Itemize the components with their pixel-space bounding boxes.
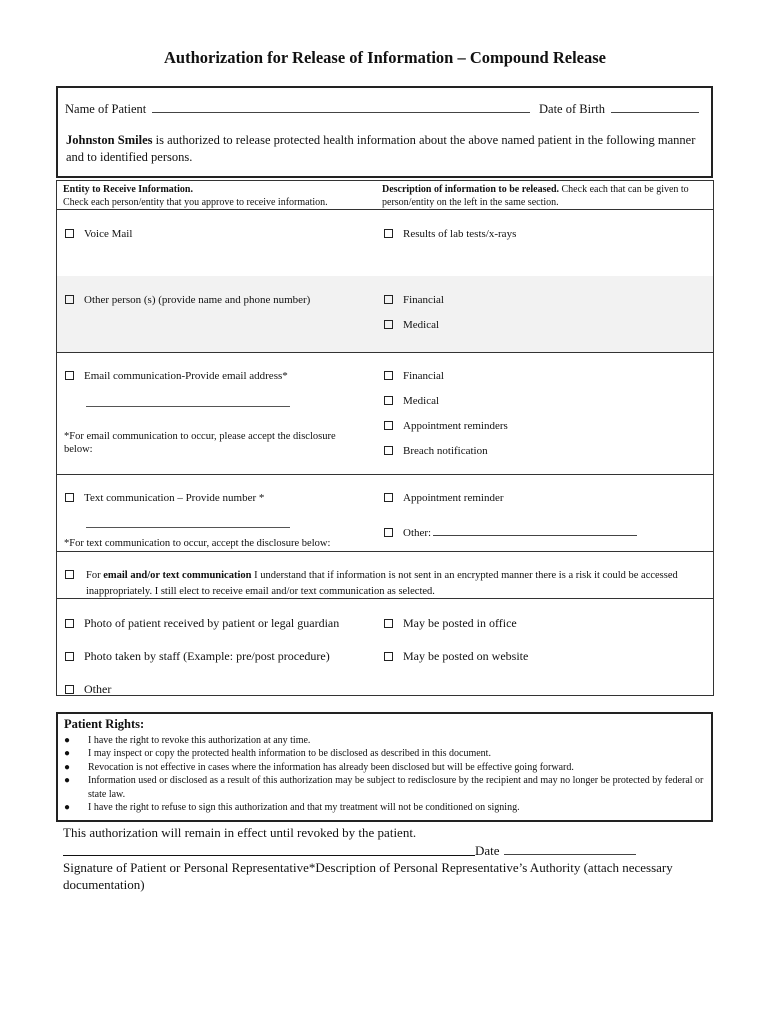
posted-web-option[interactable]	[384, 649, 528, 664]
text-other-option[interactable]	[384, 525, 637, 539]
patient-rights-list	[64, 734, 704, 814]
signature-line[interactable]	[63, 855, 475, 856]
right-text: I have the right to revoke this authorization at any time.	[88, 735, 311, 746]
date-row	[475, 842, 636, 859]
photo-section	[57, 598, 713, 695]
right-header	[382, 183, 702, 209]
bullet-icon: ●	[64, 748, 71, 760]
patient-rights-heading: Patient Rights:	[64, 717, 145, 731]
right-text: Revocation is not effective in cases where the information has already been disclosed but will be effective going forward.	[88, 761, 574, 773]
date-label: Date	[475, 843, 500, 858]
email-address-field[interactable]	[86, 406, 290, 407]
list-item	[64, 761, 704, 774]
checkbox-icon[interactable]	[65, 570, 74, 579]
list-item	[64, 747, 704, 760]
left-header-title: Entity to Receive Information.	[63, 184, 193, 195]
right-header-text: Check each that can be given to person/entity on the left in the same section.	[382, 184, 689, 208]
appt-reminders-label: Appointment reminders	[403, 420, 508, 432]
appt-reminder-label: Appointment reminder	[403, 492, 504, 504]
checkbox-icon[interactable]	[384, 396, 393, 405]
authorization-text: is authorized to release protected health information about the above named patient in the following manner and to identified persons.	[66, 133, 696, 164]
breach-option[interactable]	[384, 445, 488, 457]
disclosure-section	[57, 551, 713, 599]
checkbox-icon[interactable]	[384, 493, 393, 502]
financial-label: Financial	[403, 294, 444, 306]
patient-info-box	[56, 86, 713, 178]
disclosure-checkbox[interactable]	[65, 569, 84, 581]
checkbox-icon[interactable]	[384, 528, 393, 537]
email-section	[57, 352, 713, 475]
financial-label: Financial	[403, 370, 444, 382]
checkbox-icon[interactable]	[384, 446, 393, 455]
medical-label: Medical	[403, 395, 440, 407]
checkbox-icon[interactable]	[384, 371, 393, 380]
signature-caption: Signature of Patient or Personal Representative*Description of Personal Representative’s Authority (attach necessary documentation)	[63, 860, 673, 892]
bullet-icon: ●	[64, 802, 71, 814]
checkbox-icon[interactable]	[384, 295, 393, 304]
email-medical-option[interactable]	[384, 395, 439, 407]
checkbox-icon[interactable]	[384, 229, 393, 238]
other-label: Other:	[403, 527, 432, 539]
medical-label: Medical	[403, 319, 440, 331]
left-header-text: Check each person/entity that you approve to receive information.	[63, 197, 328, 208]
text-section	[57, 474, 713, 552]
checkbox-icon[interactable]	[65, 371, 74, 380]
right-header-title: Description of information to be released.	[382, 184, 560, 195]
disclosure-body: I understand that if information is not sent in an encrypted manner there is a risk it could be accessed inappropriately. I still elect to receive email and/or text communication as selected.	[86, 570, 678, 597]
photo-other-label: Other	[84, 682, 112, 696]
table-header	[57, 181, 713, 210]
checkbox-icon[interactable]	[65, 229, 74, 238]
other-person-section	[57, 276, 713, 353]
text-number-field[interactable]	[86, 527, 290, 528]
checkbox-icon[interactable]	[65, 685, 74, 694]
release-table	[56, 180, 714, 696]
disclosure-bold: email and/or text communication	[103, 570, 252, 581]
email-appt-option[interactable]	[384, 420, 508, 432]
dob-field[interactable]	[611, 102, 699, 113]
list-item	[64, 774, 704, 801]
disclosure-text	[86, 568, 706, 600]
checkbox-icon[interactable]	[384, 619, 393, 628]
voice-mail-option[interactable]	[65, 228, 132, 240]
checkbox-icon[interactable]	[65, 493, 74, 502]
form-title: Authorization for Release of Information – Compound Release	[164, 48, 606, 67]
other-field[interactable]	[433, 525, 637, 536]
checkbox-icon[interactable]	[65, 619, 74, 628]
patient-name-field[interactable]	[152, 102, 530, 113]
right-text: I may inspect or copy the protected health information to be disclosed as described in this document.	[88, 748, 491, 760]
photo-staff-label: Photo taken by staff (Example: pre/post procedure)	[84, 649, 330, 663]
disclosure-pre: For	[86, 570, 104, 581]
email-financial-option[interactable]	[384, 370, 444, 382]
medical-option[interactable]	[384, 319, 439, 331]
financial-option[interactable]	[384, 294, 444, 306]
dob-row	[539, 102, 699, 117]
lab-tests-label: Results of lab tests/x-rays	[403, 228, 517, 240]
posted-office-option[interactable]	[384, 616, 517, 631]
other-person-label: Other person (s) (provide name and phone number)	[84, 294, 311, 306]
photo-patient-label: Photo of patient received by patient or legal guardian	[84, 616, 340, 630]
text-note: *For text communication to occur, accept the disclosure below:	[64, 538, 331, 549]
left-header	[63, 183, 328, 209]
email-note: *For email communication to occur, please accept the disclosure below:	[64, 431, 336, 455]
right-text: Information used or disclosed as a result of this authorization may be subject to redisclosure by the recipient and may no longer be protected by federal or state law.	[88, 775, 704, 800]
text-label: Text communication – Provide number *	[84, 492, 265, 504]
bullet-icon: ●	[64, 761, 71, 773]
patient-name-row	[65, 102, 530, 117]
bullet-icon: ●	[64, 735, 71, 746]
authorized-party: Johnston Smiles	[66, 133, 153, 147]
voice-mail-section	[57, 209, 713, 277]
right-text: I have the right to refuse to sign this authorization and that my treatment will not be conditioned on signing.	[88, 802, 520, 814]
checkbox-icon[interactable]	[384, 320, 393, 329]
authorization-paragraph	[66, 132, 706, 166]
checkbox-icon[interactable]	[65, 295, 74, 304]
lab-tests-option[interactable]	[384, 228, 516, 240]
posted-office-label: May be posted in office	[403, 616, 517, 630]
posted-web-label: May be posted on website	[403, 649, 529, 663]
checkbox-icon[interactable]	[384, 652, 393, 661]
photo-patient-option[interactable]	[65, 616, 339, 631]
email-label: Email communication-Provide email address*	[84, 370, 288, 382]
breach-label: Breach notification	[403, 445, 488, 457]
photo-other-option[interactable]	[65, 682, 111, 697]
patient-name-label: Name of Patient	[65, 102, 147, 116]
other-person-option[interactable]	[65, 294, 310, 306]
photo-staff-option[interactable]	[65, 649, 330, 664]
date-field[interactable]	[504, 844, 636, 855]
text-option[interactable]	[65, 492, 264, 504]
email-option[interactable]	[65, 370, 288, 382]
list-item	[64, 734, 704, 747]
effect-statement: This authorization will remain in effect until revoked by the patient.	[63, 825, 417, 840]
patient-rights-box	[56, 712, 713, 822]
dob-label: Date of Birth	[539, 102, 605, 116]
checkbox-icon[interactable]	[384, 421, 393, 430]
list-item	[64, 801, 704, 814]
bullet-icon: ●	[64, 775, 71, 787]
checkbox-icon[interactable]	[65, 652, 74, 661]
voice-mail-label: Voice Mail	[84, 228, 133, 240]
text-appt-option[interactable]	[384, 492, 504, 504]
